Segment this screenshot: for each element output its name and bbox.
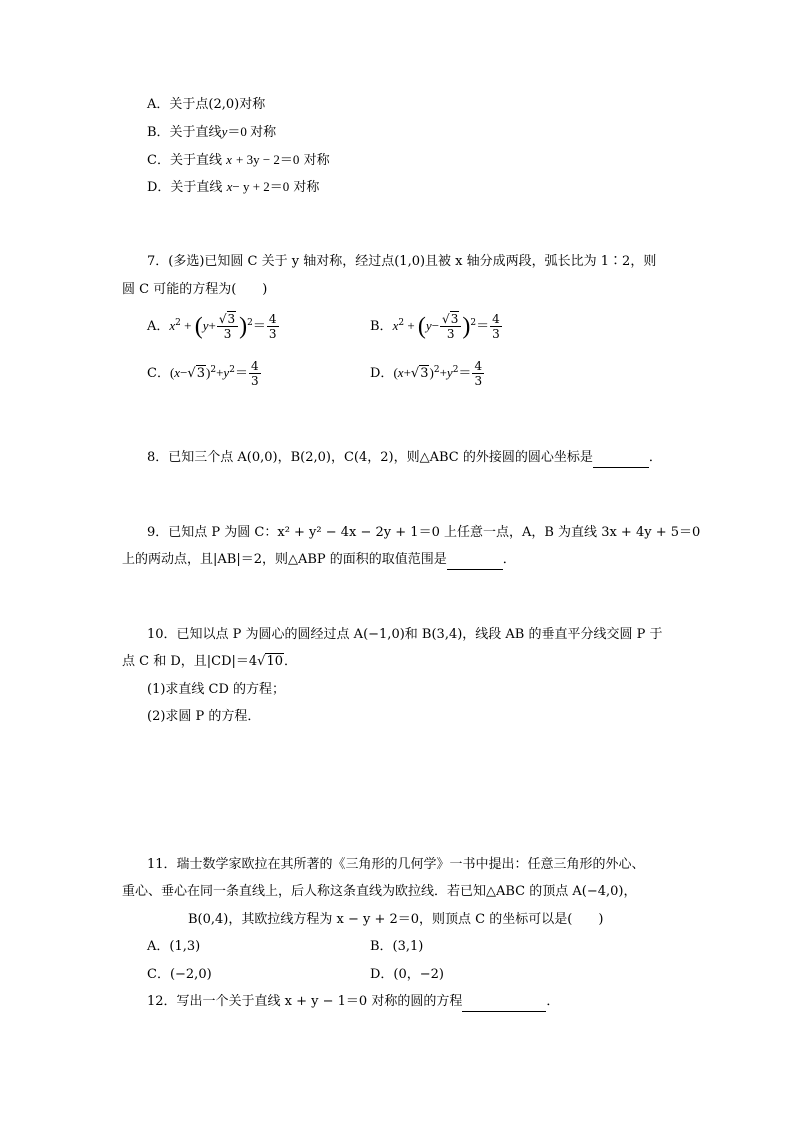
q6-option-d: D．关于直线 x− y + 2＝0 对称: [147, 179, 320, 195]
q7-option-d: D．$(x+√3)^2+y^2=$ $\frac{4}{3}$: [370, 359, 483, 388]
q7-stem-line1: 7．(多选)已知圆 C 关于 y 轴对称，经过点(1,0)且被 x 轴分成两段，弧长比为 1∶2，则: [147, 254, 657, 269]
q9-answer-blank[interactable]: [447, 551, 503, 570]
q6-option-c: C．关于直线 x + 3y − 2＝0 对称: [147, 152, 330, 168]
q7-option-b: B．$x^2 + (y-$ $\frac{√3}{3}$ )$^2$＝ $\frac{4}{3}$: [370, 312, 500, 341]
q6-option-a: A．关于点(2,0)对称: [147, 97, 266, 112]
q11-option-d: D．(0，−2): [370, 967, 445, 982]
q12-answer-blank[interactable]: [462, 993, 546, 1012]
q11-stem-line1: 11．瑞士数学家欧拉在其所著的《三角形的几何学》一书中提出：任意三角形的外心、: [147, 857, 645, 872]
q8-answer-blank[interactable]: [593, 449, 649, 468]
q6-option-b: B．关于直线y＝0 对称: [147, 124, 277, 140]
q10-sub1: (1)求直线 CD 的方程；: [147, 682, 286, 697]
q11-option-c: C．(−2,0): [147, 967, 212, 982]
q11-stem-line2: 重心、垂心在同一条直线上，后人称这条直线为欧拉线．若已知△ABC 的顶点 A(−4,0)，: [122, 884, 637, 899]
q9-stem-line2: 上的两动点，且|AB|＝2，则△ABP 的面积的取值范围是 ．: [122, 551, 516, 570]
q11-stem-line3: B(0,4)，其欧拉线方程为 x − y + 2＝0，则顶点 C 的坐标可以是( ): [188, 912, 604, 927]
q10-stem-line2: 点 C 和 D，且|CD|＝4√10．: [122, 654, 298, 669]
q7-stem-line2: 圆 C 可能的方程为( ): [122, 282, 268, 297]
q8-stem: 8．已知三个点 A(0,0)，B(2,0)，C(4，2)，则△ABC 的外接圆的圆心坐标是 ．: [147, 449, 662, 468]
q11-option-b: B．(3,1): [370, 939, 424, 954]
q7-option-a: A．$x^2 + (y+$ $\frac{√3}{3}$ )$^2$＝ $\frac{4}{3}$: [147, 312, 277, 341]
q12-stem: 12．写出一个关于直线 x + y − 1＝0 对称的圆的方程 ．: [147, 993, 559, 1012]
q7-option-c: C．$(x-√3)^2+y^2=$ $\frac{4}{3}$: [147, 359, 259, 388]
q10-sub2: (2)求圆 P 的方程．: [147, 709, 261, 724]
q11-option-a: A．(1,3): [147, 939, 201, 954]
q10-stem-line1: 10．已知以点 P 为圆心的圆经过点 A(−1,0)和 B(3,4)，线段 AB 的垂直平分线交圆 P 于: [147, 627, 663, 642]
q9-stem-line1: 9．已知点 P 为圆 C：x² + y² − 4x − 2y + 1＝0 上任意一点，A，B 为直线 3x + 4y + 5＝0: [147, 525, 701, 540]
